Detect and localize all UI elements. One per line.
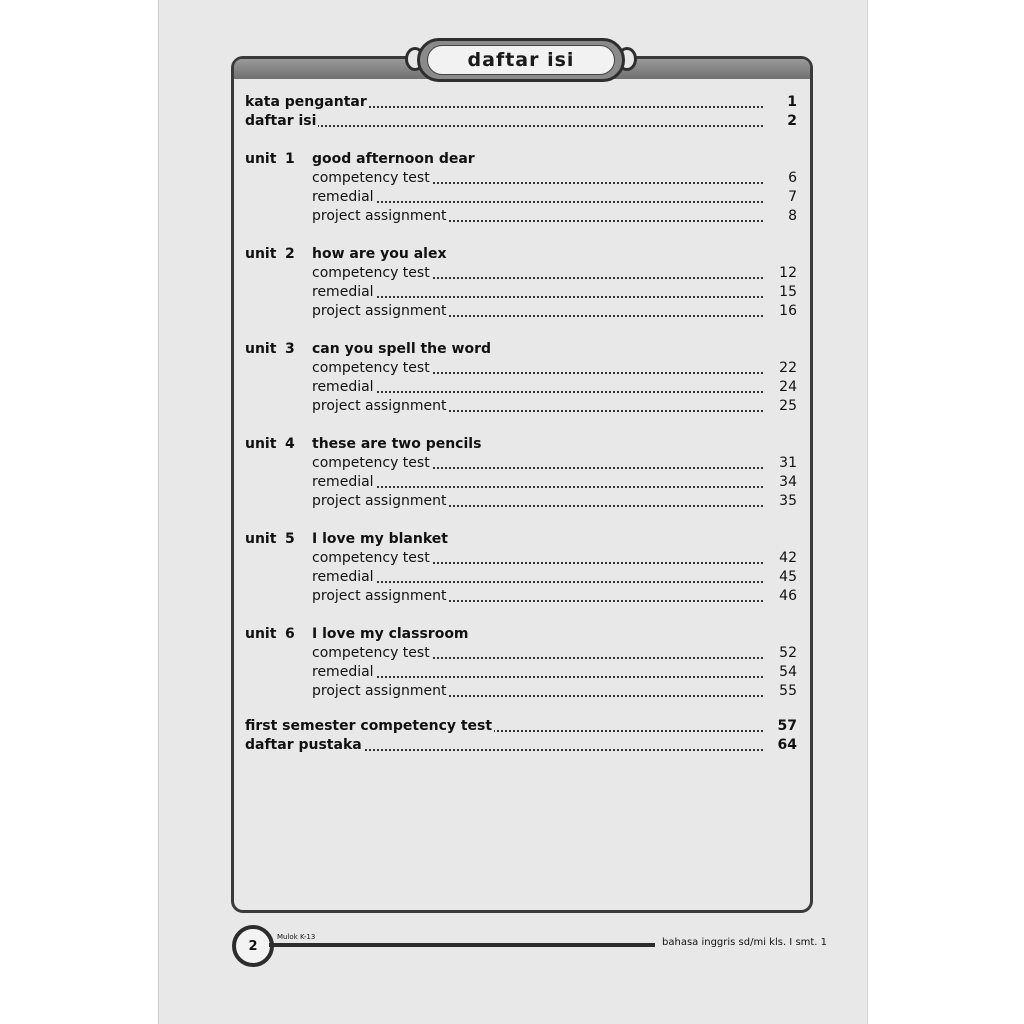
toc-entry-page: 8 (788, 208, 797, 224)
toc-entry (245, 169, 799, 188)
page-title: daftar isi (467, 49, 575, 71)
toc-entry-page: 46 (779, 588, 797, 604)
toc-entry-page: 7 (788, 189, 797, 205)
toc-entry-page: 55 (779, 683, 797, 699)
unit-number: 3 (285, 341, 295, 357)
toc-entry-label: remedial (312, 569, 374, 585)
unit-title: how are you alex (312, 246, 447, 262)
toc-entry-label: remedial (312, 474, 374, 490)
toc-leader-dots (245, 125, 763, 127)
title-banner-inner (427, 45, 615, 75)
unit-title: I love my classroom (312, 626, 469, 642)
toc-entry-page: 22 (779, 360, 797, 376)
toc-entry-page: 15 (779, 284, 797, 300)
unit-title: I love my blanket (312, 531, 448, 547)
page-number: 2 (248, 938, 258, 954)
toc-leader-dots (312, 676, 763, 678)
toc-entry (245, 454, 799, 473)
toc-entry-label: competency test (312, 265, 430, 281)
unit-word: unit (245, 626, 277, 642)
toc-entry (245, 207, 799, 226)
toc-leader-dots (312, 296, 763, 298)
toc-entry-page: 34 (779, 474, 797, 490)
page-number-badge (232, 925, 274, 967)
toc-entry (245, 568, 799, 587)
toc-entry (245, 359, 799, 378)
table-of-contents (245, 93, 799, 755)
toc-entry-label: daftar pustaka (245, 737, 362, 753)
unit-title: good afternoon dear (312, 151, 475, 167)
toc-leader-dots (312, 391, 763, 393)
toc-entry (245, 549, 799, 568)
toc-entry-label: remedial (312, 284, 374, 300)
unit-word: unit (245, 531, 277, 547)
unit-word: unit (245, 151, 277, 167)
toc-spacer (245, 321, 799, 340)
unit-heading (245, 435, 799, 454)
book-page (158, 0, 868, 1024)
unit-heading (245, 340, 799, 359)
unit-heading (245, 245, 799, 264)
toc-entry (245, 663, 799, 682)
toc-entry (245, 188, 799, 207)
toc-entry (245, 717, 799, 736)
toc-leader-dots (312, 486, 763, 488)
toc-entry-page: 12 (779, 265, 797, 281)
toc-spacer (245, 606, 799, 625)
toc-entry (245, 682, 799, 701)
unit-heading (245, 150, 799, 169)
unit-number: 2 (285, 246, 295, 262)
toc-entry (245, 93, 799, 112)
toc-entry (245, 283, 799, 302)
toc-entry-label: kata pengantar (245, 94, 367, 110)
toc-entry-label: competency test (312, 170, 430, 186)
unit-number: 6 (285, 626, 295, 642)
toc-entry-label: first semester competency test (245, 718, 493, 734)
toc-entry-label: project assignment (312, 398, 447, 414)
toc-entry-label: project assignment (312, 303, 447, 319)
toc-entry-page: 35 (779, 493, 797, 509)
toc-entry-page: 54 (779, 664, 797, 680)
toc-entry-label: project assignment (312, 588, 447, 604)
toc-spacer (245, 226, 799, 245)
toc-entry-page: 42 (779, 550, 797, 566)
toc-entry-page: 57 (777, 718, 797, 734)
toc-entry (245, 302, 799, 321)
toc-entry-page: 6 (788, 170, 797, 186)
toc-entry (245, 644, 799, 663)
toc-entry-page: 31 (779, 455, 797, 471)
toc-entry-page: 25 (779, 398, 797, 414)
toc-entry-page: 16 (779, 303, 797, 319)
toc-leader-dots (312, 201, 763, 203)
toc-entry (245, 112, 799, 131)
toc-spacer (245, 131, 799, 150)
toc-spacer (245, 416, 799, 435)
toc-spacer (245, 701, 799, 717)
footer-series: Mulok K-13 (277, 933, 316, 941)
toc-entry (245, 587, 799, 606)
toc-entry-label: competency test (312, 360, 430, 376)
unit-heading (245, 625, 799, 644)
toc-entry (245, 397, 799, 416)
footer-rule (269, 943, 655, 947)
toc-entry-page: 52 (779, 645, 797, 661)
toc-entry-label: project assignment (312, 493, 447, 509)
toc-entry-label: remedial (312, 664, 374, 680)
toc-entry-page: 24 (779, 379, 797, 395)
toc-entry-label: remedial (312, 189, 374, 205)
toc-entry-page: 1 (787, 94, 797, 110)
footer-course-title: bahasa inggris sd/mi kls. I smt. 1 (662, 937, 828, 948)
unit-word: unit (245, 246, 277, 262)
toc-entry (245, 492, 799, 511)
unit-title: these are two pencils (312, 436, 482, 452)
toc-entry-label: competency test (312, 455, 430, 471)
unit-number: 5 (285, 531, 295, 547)
toc-entry (245, 473, 799, 492)
toc-entry-page: 64 (777, 737, 797, 753)
unit-word: unit (245, 436, 277, 452)
toc-entry (245, 264, 799, 283)
toc-entry-label: project assignment (312, 208, 447, 224)
toc-entry-label: competency test (312, 550, 430, 566)
unit-heading (245, 530, 799, 549)
unit-number: 1 (285, 151, 295, 167)
unit-word: unit (245, 341, 277, 357)
toc-entry-label: daftar isi (245, 113, 317, 129)
toc-leader-dots (312, 581, 763, 583)
unit-number: 4 (285, 436, 295, 452)
toc-entry-label: remedial (312, 379, 374, 395)
unit-title: can you spell the word (312, 341, 491, 357)
toc-entry (245, 736, 799, 755)
toc-entry-label: competency test (312, 645, 430, 661)
toc-entry-page: 45 (779, 569, 797, 585)
toc-entry (245, 378, 799, 397)
toc-entry-page: 2 (787, 113, 797, 129)
title-banner (417, 38, 625, 82)
toc-spacer (245, 511, 799, 530)
toc-entry-label: project assignment (312, 683, 447, 699)
